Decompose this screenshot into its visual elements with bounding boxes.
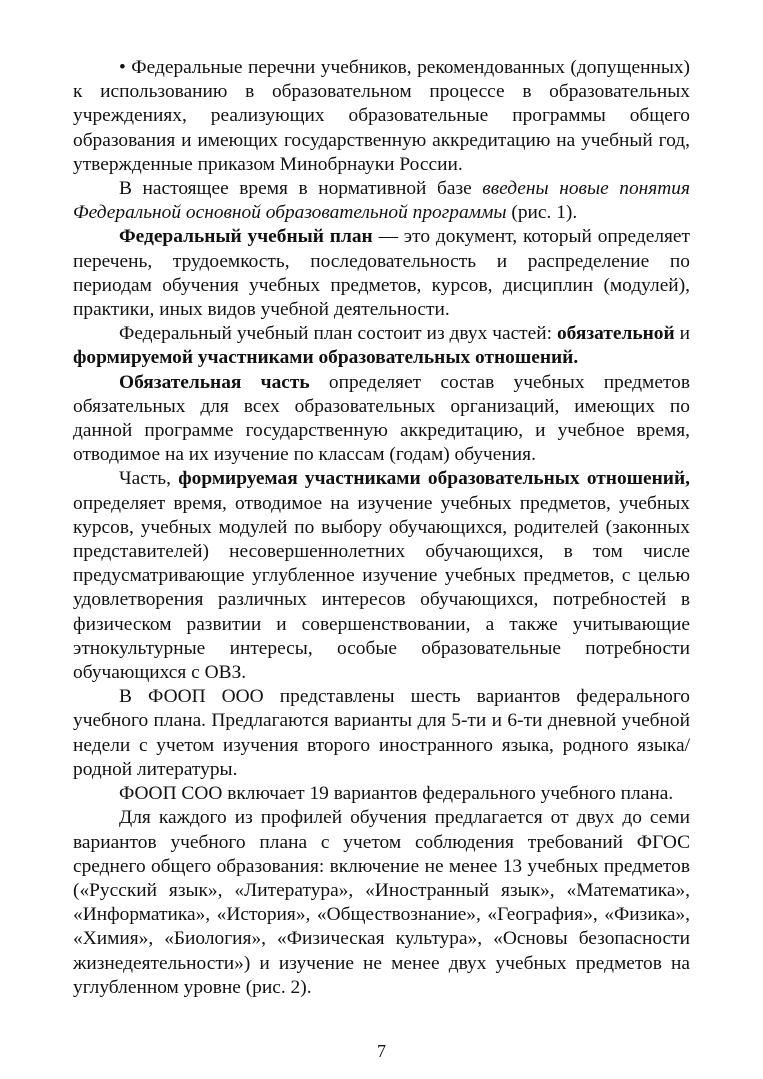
- paragraph-fop-soo: [73, 782, 690, 806]
- paragraph-federal-curriculum-definition: [73, 225, 690, 322]
- paragraph-profile-variants: [73, 806, 690, 1000]
- text-run: Федеральный учебный план состоит из двух частей:: [119, 323, 557, 345]
- text-run: — это документ, который определяет перечень, трудоемкость, последовательность и распределение по периодам обучения учебных предметов, курсов, дисциплин (модулей), практики, иных видов учебной деятельности.: [73, 226, 690, 321]
- paragraph-fop-ooo: [73, 685, 690, 782]
- paragraph-curriculum-parts: [73, 322, 690, 370]
- text-run: определяет время, отводимое на изучение учебных предметов, учебных курсов, учебных модулей по выбору обучающихся, родителей (законных представителей) несовершеннолетних обучающихся, в том числе предусматривающие углубленное изучение учебных предметов, с целью удовлетворения различных интересов обучающихся, потребностей в физическом развитии и совершенствовании, а также учитывающие этнокультурные интересы, особые образовательные потребности обучающихся с ОВЗ.: [73, 492, 690, 684]
- text-run: В ФООП ООО представлены шесть вариантов федерального учебного плана. Предлагаются варианты для 5-ти и 6-ти дневной учебной недели с учетом изучения второго иностранного языка, родного языка/родной литературы.: [73, 686, 690, 780]
- bold-term: Федеральный учебный план: [119, 226, 373, 248]
- document-page: [73, 56, 690, 1000]
- bold-term: формируемая участниками образовательных отношений,: [178, 468, 691, 490]
- text-run: ФООП СОО включает 19 вариантов федерального учебного плана.: [119, 783, 674, 805]
- bold-term: формируемой участниками образовательных отношений.: [73, 347, 579, 369]
- paragraph-federal-textbook-lists: [73, 56, 690, 177]
- text-run: Часть,: [119, 468, 179, 490]
- text-run: В настоящее время в нормативной базе: [119, 178, 483, 200]
- paragraph-mandatory-part: [73, 371, 690, 468]
- italic-text: введены новые понятия Федеральной основной образовательной программы: [73, 178, 690, 224]
- text-run: и: [674, 323, 691, 345]
- text-run: (рис. 1).: [506, 202, 578, 224]
- paragraph-formed-part: [73, 467, 690, 685]
- text-run: определяет состав учебных предметов обязательных для всех образовательных организаций, имеющих по данной программе государственную аккредитацию, и учебное время, отводимое на их изучение по классам (годам) обучения.: [73, 371, 690, 466]
- bullet-icon: •: [119, 57, 132, 78]
- text-run: Для каждого из профилей обучения предлагается от двух до семи вариантов учебного плана с учетом соблюдения требований ФГОС среднего общего образования: включение не менее 13 учебных предметов («Русский язык», «Литература», «Иностранный язык», «Математика», «Информатика», «История», «Обществознание», «География», «Физика», «Химия», «Биология», «Физическая культура», «Основы безопасности жизнедеятельности») и изучение не менее двух учебных предметов на углубленном уровне (рис. 2).: [73, 807, 690, 998]
- bold-term: обязательной: [556, 323, 675, 345]
- paragraph-new-concepts: [73, 177, 690, 225]
- bold-term: Обязательная часть: [119, 371, 310, 393]
- page-number: 7: [377, 1041, 386, 1061]
- paragraph-text: Федеральные перечни учебников, рекомендованных (допущенных) к использованию в образовательном процессе в образовательных учреждениях, реализующих образовательные программы общего образования и имеющих государственную аккредитацию на учебный год, утвержденные приказом Минобрнауки России.: [73, 57, 690, 175]
